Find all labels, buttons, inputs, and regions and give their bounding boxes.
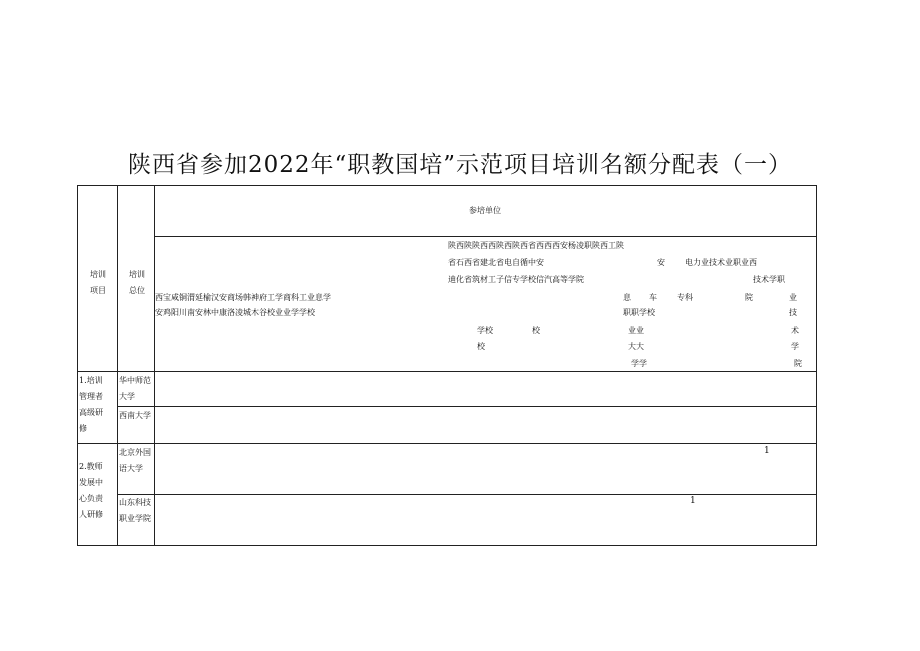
unit-line: 安 bbox=[657, 258, 665, 267]
table-border-right bbox=[816, 185, 817, 546]
unit-line: 业 bbox=[789, 293, 797, 302]
row-divider-2b bbox=[117, 494, 817, 495]
row-project: 2.教师 发展中 心负责 人研修 bbox=[79, 462, 103, 519]
unit-line: 省石西省建北省电自循中安 bbox=[448, 258, 544, 267]
unit-line: 术 bbox=[791, 326, 799, 335]
unit-line: 技术学职 bbox=[753, 275, 785, 284]
unit-line: 院 bbox=[794, 359, 802, 368]
col-divider-1 bbox=[117, 185, 118, 546]
row-divider-2 bbox=[77, 443, 817, 444]
quota-value: 1 bbox=[764, 446, 770, 456]
unit-line: 技 bbox=[789, 308, 797, 317]
unit-line: 学学 bbox=[631, 359, 647, 368]
row-divider-header bbox=[77, 371, 817, 372]
table-border-bottom bbox=[77, 545, 817, 546]
unit-line: 车 bbox=[649, 293, 657, 302]
quota-value: 1 bbox=[690, 496, 696, 506]
unit-line: 电力业技术业职业西 bbox=[685, 258, 757, 267]
unit-line: 校 bbox=[477, 342, 485, 351]
unit-line: 专科 bbox=[677, 293, 693, 302]
row-unit: 华中师范大学 bbox=[119, 376, 151, 401]
header-quota: 培训 总位 bbox=[129, 270, 145, 295]
unit-line: 迪化省筑材工子信专学校信汽高等学院 bbox=[448, 275, 584, 284]
col-divider-2 bbox=[154, 185, 155, 546]
unit-line: 安鸡阳川南安林中康洛凌城木谷校业业学学校 bbox=[155, 308, 315, 317]
unit-line: 大大 bbox=[628, 342, 644, 351]
unit-line: 学 bbox=[791, 342, 799, 351]
header-units-label: 参培单位 bbox=[469, 206, 501, 215]
page-title: 陕西省参加2022年“职教国培”示范项目培训名额分配表（一） bbox=[127, 152, 793, 178]
unit-line: 学校 bbox=[477, 326, 493, 335]
unit-line: 业业 bbox=[628, 326, 644, 335]
unit-line: 西宝咸铜渭延榆汉安商场韩神府工学商科工业息学 bbox=[155, 293, 331, 302]
row-unit: 山东科技职业学院 bbox=[119, 498, 151, 523]
quota-table bbox=[77, 185, 817, 546]
unit-line: 院 bbox=[745, 293, 753, 302]
row-unit: 北京外国语大学 bbox=[119, 448, 151, 473]
unit-line: 息 bbox=[623, 293, 631, 302]
row-unit: 西南大学 bbox=[119, 411, 151, 420]
unit-line: 校 bbox=[532, 326, 540, 335]
row-project: 1.培训 管理者 高级研 修 bbox=[79, 376, 103, 433]
table-border-left bbox=[77, 185, 78, 546]
header-divider bbox=[154, 236, 817, 237]
unit-line: 陕西陕陕西西陕西陕西省西西西安杨凌职陕西工陕 bbox=[448, 241, 624, 250]
table-border-top bbox=[77, 185, 817, 186]
unit-line: 职职学校 bbox=[623, 308, 655, 317]
row-divider-1b bbox=[117, 406, 817, 407]
header-project: 培训 项目 bbox=[90, 270, 106, 295]
